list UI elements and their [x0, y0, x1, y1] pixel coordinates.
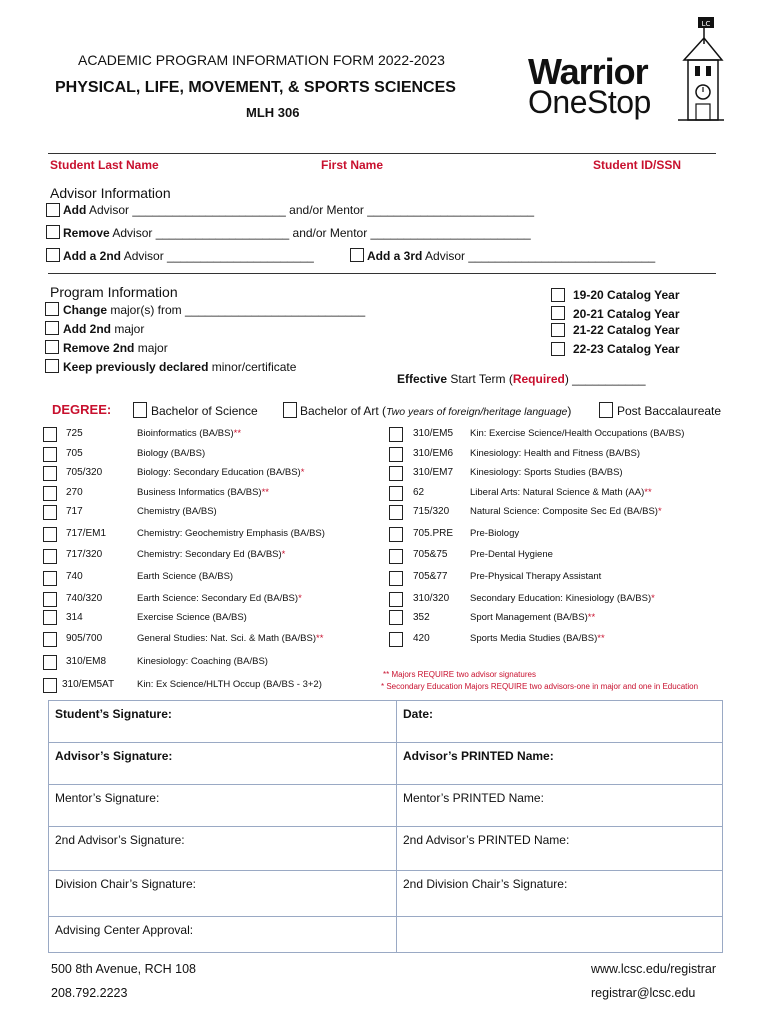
footer-website-link[interactable]: www.lcsc.edu/registrar	[591, 962, 717, 976]
major-checkbox[interactable]	[43, 549, 57, 564]
major-checkbox[interactable]	[389, 505, 403, 520]
major-code: 905/700	[66, 633, 103, 644]
add-second-advisor-text: Add a 2nd Advisor ______________________	[63, 249, 314, 263]
effective-term-text: Effective Start Term (Required) ___________	[397, 372, 646, 386]
student-last-name-label: Student Last Name	[50, 158, 159, 172]
add-advisor-text: Add Advisor _______________________ and/or Mentor _________________________	[63, 203, 535, 217]
major-name: Business Informatics (BA/BS)**	[137, 487, 270, 498]
advisor-printed-name-cell[interactable]: Advisor’s PRINTED Name:	[397, 743, 723, 785]
major-code: 705.PRE	[413, 528, 454, 539]
student-id-label: Student ID/SSN	[593, 158, 682, 172]
advisor-info-heading: Advisor Information	[50, 185, 171, 201]
warrior-onestop-logo	[524, 14, 724, 124]
footer-phone: 208.792.2223	[51, 986, 128, 1000]
bachelor-art-checkbox[interactable]	[283, 402, 297, 418]
major-checkbox[interactable]	[43, 527, 57, 542]
second-advisor-printed-name-cell[interactable]: 2nd Advisor’s PRINTED Name:	[397, 827, 723, 871]
form-title: ACADEMIC PROGRAM INFORMATION FORM 2022-2023	[78, 52, 445, 68]
second-division-chair-signature-cell[interactable]: 2nd Division Chair’s Signature:	[397, 871, 723, 917]
major-code: 420	[413, 633, 430, 644]
major-name: Secondary Education: Kinesiology (BA/BS)*	[470, 593, 655, 604]
major-name: Chemistry (BA/BS)	[137, 506, 217, 517]
bachelor-art-label: Bachelor of Art (Two years of foreign/heritage language)	[300, 404, 572, 418]
major-name: Pre-Biology	[470, 528, 520, 539]
program-info-heading: Program Information	[50, 284, 178, 300]
add-second-advisor-checkbox[interactable]	[46, 248, 60, 262]
major-checkbox[interactable]	[43, 427, 57, 442]
post-bacc-label: Post Baccalaureate	[617, 404, 722, 418]
major-code: 310/EM6	[413, 448, 454, 459]
major-checkbox[interactable]	[389, 571, 403, 586]
mentor-printed-name-cell[interactable]: Mentor’s PRINTED Name:	[397, 785, 723, 827]
change-major-checkbox[interactable]	[45, 302, 59, 316]
major-code: 310/320	[413, 593, 450, 604]
major-name: Earth Science (BA/BS)	[137, 571, 234, 582]
major-code: 740/320	[66, 593, 103, 604]
major-name: Chemistry: Geochemistry Emphasis (BA/BS)	[137, 528, 325, 539]
major-checkbox[interactable]	[389, 466, 403, 481]
major-checkbox[interactable]	[43, 632, 57, 647]
major-code: 352	[413, 612, 430, 623]
major-checkbox[interactable]	[43, 447, 57, 462]
major-code: 310/EM8	[66, 656, 107, 667]
advising-center-approval-cell[interactable]: Advising Center Approval:	[49, 917, 397, 953]
major-code: 705	[66, 448, 83, 459]
section-divider	[48, 273, 716, 274]
major-code: 310/EM5	[413, 428, 454, 439]
major-code: 717/320	[66, 549, 103, 560]
major-name: General Studies: Nat. Sci. & Math (BA/BS)**	[137, 633, 324, 644]
footer-address: 500 8th Avenue, RCH 108	[51, 962, 197, 976]
major-checkbox[interactable]	[389, 447, 403, 462]
major-name: Kinesiology: Coaching (BA/BS)	[137, 656, 268, 667]
remove-advisor-checkbox[interactable]	[46, 225, 60, 239]
major-checkbox[interactable]	[389, 632, 403, 647]
major-checkbox[interactable]	[389, 610, 403, 625]
major-name: Bioinformatics (BA/BS)**	[137, 428, 242, 439]
remove-second-major-text: Remove 2nd major	[63, 341, 168, 355]
student-signature-cell[interactable]: Student’s Signature:	[49, 701, 397, 743]
logo-text-onestop: OneStop	[528, 84, 651, 120]
major-name: Exercise Science (BA/BS)	[137, 612, 247, 623]
major-code: 725	[66, 428, 83, 439]
major-code: 705&75	[413, 549, 448, 560]
catalog-2021-label: 20-21 Catalog Year	[573, 307, 680, 321]
catalog-2223-checkbox[interactable]	[551, 342, 565, 356]
major-code: 310/EM5AT	[62, 679, 115, 690]
change-major-text: Change major(s) from ___________________________	[63, 303, 366, 317]
major-checkbox[interactable]	[389, 427, 403, 442]
degree-label: DEGREE:	[52, 402, 112, 417]
major-code: 310/EM7	[413, 467, 454, 478]
advisor-signature-cell[interactable]: Advisor’s Signature:	[49, 743, 397, 785]
bachelor-science-label: Bachelor of Science	[151, 404, 258, 418]
empty-cell	[397, 917, 723, 953]
major-code: 740	[66, 571, 83, 582]
catalog-2122-label: 21-22 Catalog Year	[573, 323, 680, 337]
date-cell[interactable]: Date:	[397, 701, 723, 743]
catalog-1920-checkbox[interactable]	[551, 288, 565, 302]
major-checkbox[interactable]	[43, 466, 57, 481]
catalog-1920-label: 19-20 Catalog Year	[573, 288, 680, 302]
footer-email-link[interactable]: registrar@lcsc.edu	[591, 986, 696, 1000]
keep-minor-text: Keep previously declared minor/certificate	[63, 360, 297, 374]
note-secondary-ed: * Secondary Education Majors REQUIRE two advisors-one in major and one in Education	[381, 682, 699, 691]
major-name: Biology (BA/BS)	[137, 448, 206, 459]
major-checkbox[interactable]	[43, 592, 57, 607]
major-name: Liberal Arts: Natural Science & Math (AA)**	[470, 487, 652, 498]
clock-tower-icon	[658, 14, 724, 122]
add-advisor-checkbox[interactable]	[46, 203, 60, 217]
major-name: Earth Science: Secondary Ed (BA/BS)*	[137, 593, 302, 604]
add-third-advisor-checkbox[interactable]	[350, 248, 364, 262]
major-checkbox[interactable]	[43, 655, 57, 670]
note-two-advisors: ** Majors REQUIRE two advisor signatures	[383, 670, 536, 679]
add-second-major-text: Add 2nd major	[63, 322, 145, 336]
logo-text-warrior: Warrior	[528, 51, 648, 92]
major-code: 62	[413, 487, 425, 498]
logo-flag-text: LC	[701, 20, 711, 28]
remove-advisor-text: Remove Advisor ____________________ and/or Mentor ________________________	[63, 226, 531, 240]
major-name: Sport Management (BA/BS)**	[470, 612, 596, 623]
major-name: Sports Media Studies (BA/BS)**	[470, 633, 605, 644]
major-checkbox[interactable]	[43, 610, 57, 625]
major-checkbox[interactable]	[43, 678, 57, 693]
major-code: 717	[66, 506, 83, 517]
major-checkbox[interactable]	[389, 592, 403, 607]
first-name-label: First Name	[321, 158, 384, 172]
student-info-line	[48, 153, 716, 154]
major-checkbox[interactable]	[389, 486, 403, 501]
major-name: Pre-Physical Therapy Assistant	[470, 571, 602, 582]
remove-second-major-checkbox[interactable]	[45, 340, 59, 354]
signature-table	[48, 700, 723, 953]
major-name: Biology: Secondary Education (BA/BS)*	[137, 467, 305, 478]
major-name: Kinesiology: Health and Fitness (BA/BS)	[470, 448, 641, 459]
mentor-signature-cell[interactable]: Mentor’s Signature:	[49, 785, 397, 827]
keep-minor-checkbox[interactable]	[45, 359, 59, 373]
major-name: Kin: Ex Science/HLTH Occup (BA/BS - 3+2)	[137, 679, 322, 690]
major-code: 705&77	[413, 571, 448, 582]
post-bacc-checkbox[interactable]	[599, 402, 613, 418]
major-code: 705/320	[66, 467, 103, 478]
major-name: Chemistry: Secondary Ed (BA/BS)*	[137, 549, 286, 560]
major-code: 717/EM1	[66, 528, 107, 539]
major-checkbox[interactable]	[389, 527, 403, 542]
catalog-2122-checkbox[interactable]	[551, 323, 565, 337]
bachelor-science-checkbox[interactable]	[133, 402, 147, 418]
major-checkbox[interactable]	[43, 505, 57, 520]
office-location: MLH 306	[246, 105, 300, 120]
add-second-major-checkbox[interactable]	[45, 321, 59, 335]
second-advisor-signature-cell[interactable]: 2nd Advisor’s Signature:	[49, 827, 397, 871]
major-checkbox[interactable]	[389, 549, 403, 564]
major-checkbox[interactable]	[43, 486, 57, 501]
division-chair-signature-cell[interactable]: Division Chair’s Signature:	[49, 871, 397, 917]
catalog-2021-checkbox[interactable]	[551, 306, 565, 320]
catalog-2223-label: 22-23 Catalog Year	[573, 342, 680, 356]
major-code: 715/320	[413, 506, 450, 517]
major-code: 270	[66, 487, 83, 498]
major-checkbox[interactable]	[43, 571, 57, 586]
major-name: Kinesiology: Sports Studies (BA/BS)	[470, 467, 623, 478]
department-title: PHYSICAL, LIFE, MOVEMENT, & SPORTS SCIENCES	[55, 79, 456, 96]
major-name: Kin: Exercise Science/Health Occupations (BA/BS)	[470, 428, 685, 439]
major-name: Pre-Dental Hygiene	[470, 549, 553, 560]
major-code: 314	[66, 612, 83, 623]
major-name: Natural Science: Composite Sec Ed (BA/BS)*	[470, 506, 662, 517]
add-third-advisor-text: Add a 3rd Advisor ____________________________	[367, 249, 656, 263]
